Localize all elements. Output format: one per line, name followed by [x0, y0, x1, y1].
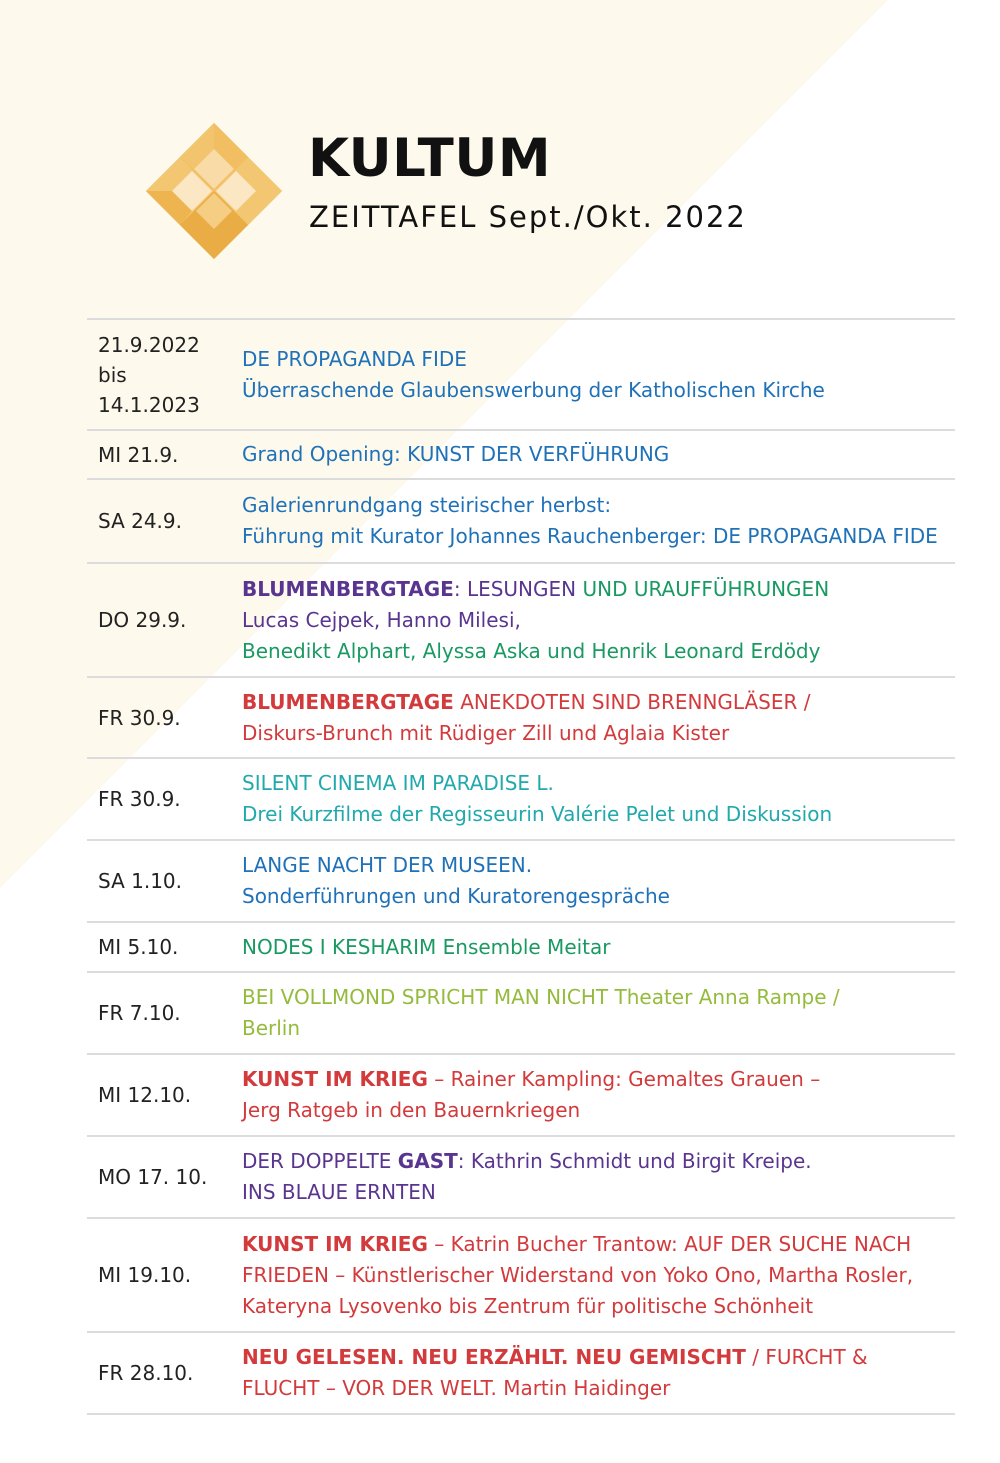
event-line — [242, 718, 951, 749]
event-text-segment: NEU GELESEN. NEU ERZÄHLT. NEU GEMISCHT — [242, 1345, 746, 1369]
event-line — [242, 521, 951, 552]
event-text-segment: UND URAUFFÜHRUNGEN — [582, 576, 830, 601]
event-text-segment: GAST — [397, 1149, 458, 1173]
event-description — [242, 574, 955, 667]
event-row — [87, 480, 955, 564]
header — [0, 0, 1000, 300]
kultum-logo-icon — [146, 123, 282, 259]
event-description — [242, 439, 955, 470]
event-date: FR 30.9. — [98, 705, 181, 730]
event-text-segment: Lucas Cejpek, Hanno Milesi, — [242, 607, 521, 632]
event-text-segment: LANGE NACHT DER MUSEEN. — [242, 853, 533, 877]
event-date: 21.9.2022 bis 14.1.2023 — [98, 332, 200, 417]
event-row — [87, 973, 955, 1055]
event-date: MI 19.10. — [98, 1263, 192, 1287]
event-description — [242, 1064, 955, 1126]
event-text-segment: Überraschende Glaubenswerbung der Katholischen Kirche — [242, 377, 825, 402]
event-date: SA 1.10. — [98, 869, 182, 893]
event-description — [242, 344, 955, 406]
event-row — [87, 923, 955, 973]
event-row — [87, 1219, 955, 1333]
event-text-segment: BLUMENBERGTAGE — [242, 576, 454, 601]
event-line — [242, 932, 951, 963]
event-date: DO 29.9. — [98, 608, 187, 632]
event-text-segment: Galerienrundgang steirischer herbst: — [242, 493, 612, 517]
event-description — [242, 932, 955, 963]
event-text-segment: Berlin — [242, 1016, 301, 1040]
event-text-segment: KUNST IM KRIEG — [242, 1067, 428, 1091]
event-description — [242, 1146, 955, 1208]
event-text-segment: Diskurs-Brunch mit Rüdiger Zill und Aglaia Kister — [242, 720, 730, 745]
event-text-segment: Jerg Ratgeb in den Bauernkriegen — [242, 1098, 581, 1122]
event-date: MO 17. 10. — [98, 1165, 208, 1189]
event-line — [242, 1373, 951, 1404]
event-line — [242, 1260, 951, 1291]
event-date: SA 24.9. — [98, 509, 182, 533]
event-text-segment: DE PROPAGANDA FIDE — [242, 346, 467, 371]
event-text-segment: Führung mit Kurator Johannes Rauchenberger: DE PROPAGANDA FIDE — [242, 524, 938, 548]
event-description — [242, 1342, 955, 1404]
event-text-segment: Kateryna Lysovenko bis Zentrum für politische Schönheit — [242, 1293, 814, 1318]
page-title: KULTUM — [308, 128, 552, 189]
event-row — [87, 759, 955, 841]
event-text-segment: : Kathrin Schmidt und Birgit Kreipe. — [457, 1149, 812, 1173]
event-row — [87, 431, 955, 480]
event-text-segment: INS BLAUE ERNTEN — [242, 1180, 436, 1204]
event-row — [87, 1055, 955, 1137]
event-text-segment: FLUCHT – VOR DER WELT. Martin Haidinger — [242, 1376, 671, 1400]
event-description — [242, 982, 955, 1044]
event-description — [242, 1229, 955, 1322]
event-date: MI 12.10. — [98, 1083, 192, 1107]
event-text-segment: / FURCHT & — [745, 1345, 868, 1369]
event-line — [242, 574, 951, 605]
page-subtitle: ZEITTAFEL Sept./Okt. 2022 — [309, 200, 747, 234]
event-text-segment: Drei Kurzfilme der Regisseurin Valérie Pelet und Diskussion — [242, 802, 833, 826]
event-text-segment: SILENT CINEMA IM PARADISE L. — [242, 771, 554, 795]
event-date: FR 28.10. — [98, 1361, 194, 1385]
event-line — [242, 636, 951, 667]
event-description — [242, 768, 955, 830]
event-text-segment: DER DOPPELTE — [242, 1149, 398, 1173]
event-text-segment: Benedikt Alphart, Alyssa Aska und Henrik Leonard Erdödy — [242, 638, 821, 663]
event-line — [242, 1342, 951, 1373]
event-line — [242, 687, 951, 718]
event-date: MI 5.10. — [98, 935, 179, 959]
event-text-segment: – Katrin Bucher Trantow: AUF DER SUCHE NACH — [427, 1231, 912, 1256]
event-description — [242, 490, 955, 552]
event-text-segment: BEI VOLLMOND SPRICHT MAN NICHT Theater Anna Rampe / — [242, 985, 840, 1009]
event-text-segment: FRIEDEN – Künstlerischer Widerstand von Yoko Ono, Martha Rosler, — [242, 1262, 914, 1287]
event-line — [242, 1146, 951, 1177]
event-line — [242, 850, 951, 881]
event-line — [242, 344, 951, 375]
event-text-segment: : LESUNGEN — [453, 576, 583, 601]
event-line — [242, 1095, 951, 1126]
event-line — [242, 605, 951, 636]
event-text-segment: NODES I KESHARIM Ensemble Meitar — [242, 934, 611, 959]
event-date: FR 30.9. — [98, 787, 181, 811]
event-row — [87, 1137, 955, 1219]
event-row — [87, 841, 955, 923]
event-row — [87, 1333, 955, 1415]
event-text-segment: Grand Opening: KUNST DER VERFÜHRUNG — [242, 442, 670, 466]
event-line — [242, 490, 951, 521]
event-line — [242, 881, 951, 912]
schedule-table — [87, 318, 955, 1415]
event-description — [242, 687, 955, 749]
event-text-segment: ANEKDOTEN SIND BRENNGLÄSER / — [453, 689, 811, 714]
event-line — [242, 1177, 951, 1208]
event-line — [242, 799, 951, 830]
event-date: FR 7.10. — [98, 1001, 181, 1025]
event-row — [87, 320, 955, 431]
event-line — [242, 1064, 951, 1095]
event-text-segment: – Rainer Kampling: Gemaltes Grauen – — [427, 1067, 821, 1091]
event-line — [242, 439, 951, 470]
event-description — [242, 850, 955, 912]
event-text-segment: KUNST IM KRIEG — [242, 1231, 428, 1256]
event-text-segment: Sonderführungen und Kuratorengespräche — [242, 884, 670, 908]
event-date: MI 21.9. — [98, 442, 179, 467]
event-row — [87, 564, 955, 678]
event-text-segment: BLUMENBERGTAGE — [242, 689, 454, 714]
event-line — [242, 1229, 951, 1260]
event-line — [242, 1291, 951, 1322]
event-line — [242, 1013, 951, 1044]
event-line — [242, 375, 951, 406]
event-line — [242, 982, 951, 1013]
event-line — [242, 768, 951, 799]
event-row — [87, 678, 955, 759]
